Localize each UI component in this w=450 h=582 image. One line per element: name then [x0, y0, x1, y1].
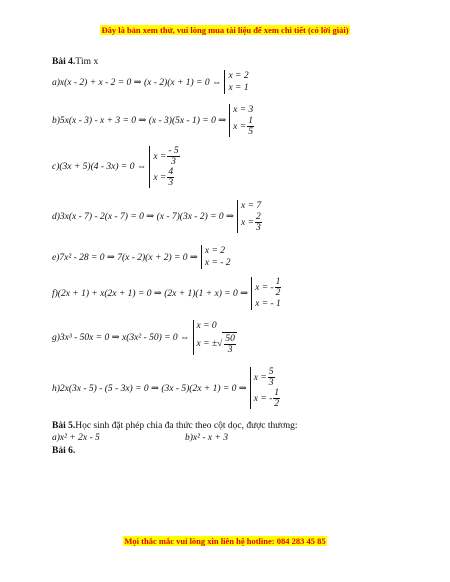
equation-c-lhs: c)(3x + 5)(4 - 3x) = 0 ⇔ [52, 162, 147, 172]
equation-c [52, 146, 180, 188]
equation-a-sol1: x = 2 [228, 71, 249, 81]
equation-f-sol2: x = - 1 [255, 299, 281, 309]
equation-b [52, 104, 254, 137]
bai5-part-b: b)x² - x + 3 [185, 433, 229, 443]
hotline-notice-text: Mọi thắc mắc vui lòng xin liên hệ hotline: 084 283 45 85 [124, 536, 326, 546]
equation-c-sol1: x = $\frac{- 5}{3}$ [153, 146, 179, 167]
bai6-title: Bài 6. [52, 446, 76, 456]
fraction: $\frac{1}{2}$ [274, 388, 280, 409]
equation-g-solutions [193, 320, 237, 355]
equation-a-solutions [224, 70, 248, 94]
equation-h-lhs: h)2x(3x - 5) - (5 - 3x) = 0 ⇒ (3x - 5)(2x + 1) = 0 ⇒ [52, 383, 247, 394]
equation-e-sol2: x = - 2 [204, 258, 231, 268]
equation-h-sol1: x = $\frac{5}{3}$ [253, 367, 274, 388]
equation-d-lhs: d)3x(x - 7) - 2(x - 7) = 0 ⇒ (x - 7)(3x - 2) = 0 ⇒ [52, 212, 234, 222]
equation-f [52, 277, 281, 310]
equation-a-sol2: x = 1 [228, 83, 249, 93]
bai5-answers [52, 433, 229, 444]
preview-notice [0, 25, 450, 35]
fraction: $\frac{- 5}{3}$ [168, 146, 179, 167]
equation-b-sol1: x = 3 [233, 105, 254, 115]
bai5-prompt: Học sinh đặt phép chia đa thức theo cột dọc, được thương: [75, 421, 298, 431]
equation-h-solutions [250, 367, 280, 409]
fraction: $\frac{5}{3}$ [268, 367, 274, 388]
equation-e-lhs: e)7x² - 28 = 0 ⇒ 7(x - 2)(x + 2) = 0 ⇒ [52, 252, 198, 263]
equation-d-sol2: x = $\frac{2}{3}$ [241, 212, 261, 233]
equation-g-sol2: x = ± √ $\frac{50}{3}$ [196, 334, 235, 355]
bai5-title: Bài 5. [52, 421, 76, 431]
equation-g-sol1: x = 0 [196, 321, 217, 331]
fraction: $\frac{1}{5}$ [248, 116, 253, 137]
equation-e-sol1: x = 2 [204, 246, 226, 256]
fraction: $\frac{50}{3}$ [225, 334, 235, 355]
bai4-title: Bài 4. [52, 57, 76, 67]
equation-g [52, 320, 237, 355]
equation-b-lhs: b)5x(x - 3) - x + 3 = 0 ⇒ (x - 3)(5x - 1) = 0 ⇒ [52, 116, 227, 126]
preview-notice-text: Đây là bản xem thử, vui lòng mua tài liệu để xem chi tiết (có lời giải) [101, 25, 349, 35]
equation-b-solutions [229, 104, 254, 137]
bai6-heading [52, 446, 75, 457]
equation-e-solutions [201, 245, 231, 269]
equation-g-lhs: g)3x³ - 50x = 0 ⇒ x(3x² - 50) = 0 ⇔ [52, 333, 190, 343]
equation-a [52, 70, 249, 94]
equation-f-sol1: x = - $\frac{1}{2}$ [255, 277, 281, 298]
equation-f-solutions [251, 277, 281, 310]
equation-c-solutions [149, 146, 179, 188]
equation-c-sol2: x = $\frac{4}{3}$ [153, 167, 174, 188]
bai4-prompt: Tìm x [75, 57, 99, 67]
bai4-heading [52, 57, 98, 68]
equation-b-sol2: x = $\frac{1}{5}$ [233, 116, 253, 137]
hotline-notice [0, 536, 450, 546]
bai5-heading [52, 421, 298, 432]
equation-h-sol2: x = - $\frac{1}{2}$ [253, 388, 280, 409]
equation-d [52, 200, 262, 233]
equation-f-lhs: f)(2x + 1) + x(2x + 1) = 0 ⇒ (2x + 1)(1 + x) = 0 ⇒ [52, 289, 249, 299]
bai5-part-a: a)x² + 2x - 5 [52, 433, 100, 443]
equation-a-lhs: a)x(x - 2) + x - 2 = 0 ⇒ (x - 2)(x + 1) = 0 ⇔ [52, 77, 222, 88]
equation-d-solutions [237, 200, 262, 233]
equation-h [52, 367, 280, 409]
equation-d-sol1: x = 7 [241, 201, 262, 211]
fraction: $\frac{2}{3}$ [256, 212, 261, 233]
equation-e [52, 245, 231, 269]
fraction: $\frac{1}{2}$ [275, 277, 281, 298]
fraction: $\frac{4}{3}$ [168, 167, 174, 188]
square-root: √ $\frac{50}{3}$ [217, 334, 235, 355]
